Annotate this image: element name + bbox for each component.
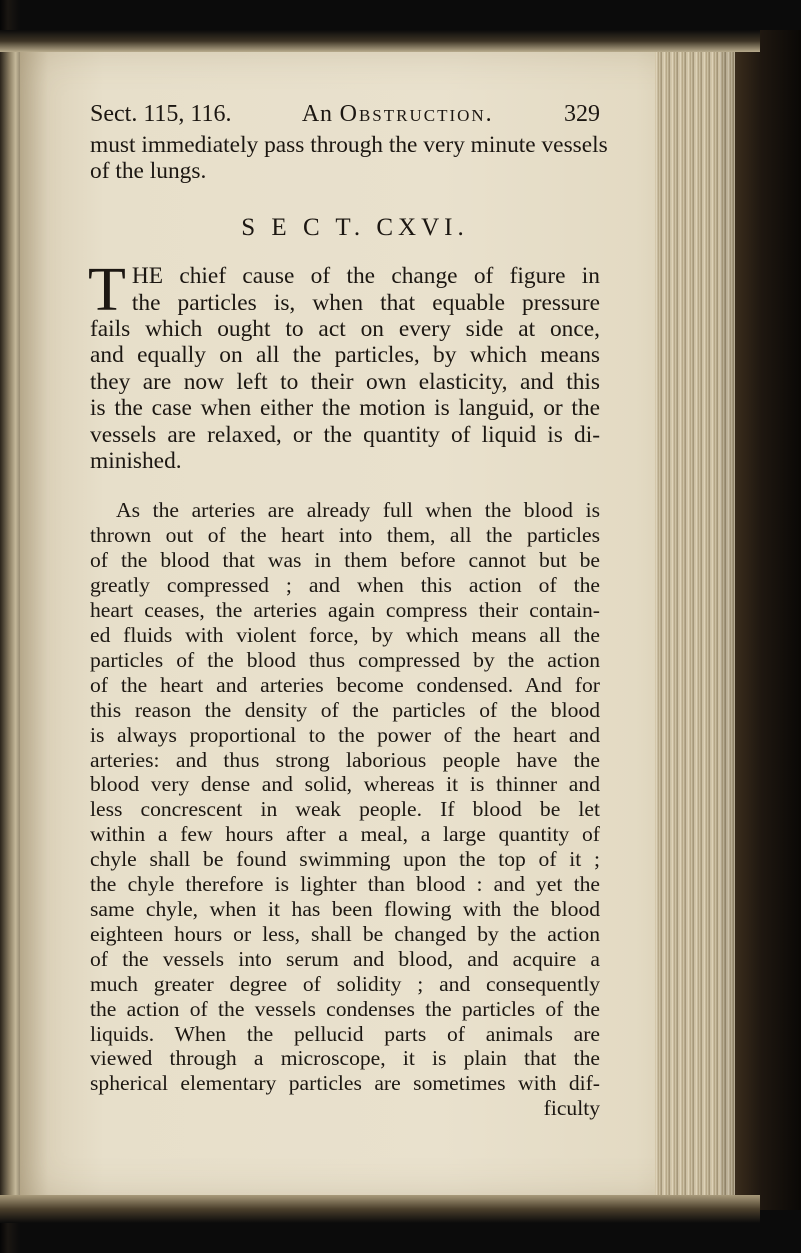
running-title-main: Obstruction.: [339, 101, 494, 127]
page-bottom-edge: [0, 1195, 760, 1223]
text-line: much greater degree of solidity ; and consequently: [90, 971, 600, 996]
text-line: less concrescent in weak people. If blood be let: [90, 797, 600, 822]
text-line: the particles is, when that equable pressure: [131, 289, 600, 316]
page-edges: [655, 40, 745, 1205]
text-line: greatly compressed ; and when this action of the: [90, 573, 600, 598]
text-line: fails which ought to act on every side at once,: [90, 316, 600, 343]
page-number: 329: [564, 101, 600, 127]
section-heading: S E C T. CXVI.: [241, 213, 469, 241]
running-header: [90, 100, 600, 128]
text-line: As the arteries are already full when the blood is: [116, 498, 600, 523]
text-line: chyle shall be found swimming upon the top of it ;: [90, 847, 600, 872]
text-line: blood very dense and solid, whereas it is thinner and: [90, 772, 600, 797]
drop-cap: T: [88, 256, 126, 325]
paragraph-1: [88, 256, 600, 475]
paragraph-2: [90, 498, 600, 1121]
running-title-prefix: An: [301, 101, 333, 127]
text-line: the chyle therefore is lighter than blood : and yet the: [90, 872, 600, 897]
text-line: of the vessels into serum and blood, and acquire a: [90, 946, 600, 971]
text-line: eighteen hours or less, shall be changed by the action: [90, 921, 600, 946]
text-line: of the lungs.: [90, 158, 207, 185]
page-text: [88, 100, 608, 1121]
text-line: minished.: [90, 448, 182, 475]
page-top-edge: [0, 30, 760, 52]
text-line: vessels are relaxed, or the quantity of liquid is di-: [90, 421, 600, 448]
text-line: is the case when either the motion is languid, or the: [90, 395, 600, 422]
text-line: within a few hours after a meal, a large quantity of: [90, 822, 600, 847]
running-title: [302, 100, 494, 128]
text-line: thrown out of the heart into them, all the particles: [90, 523, 600, 548]
text-line: HE chief cause of the change of figure in: [131, 263, 600, 290]
catchword: ficulty: [543, 1096, 600, 1121]
book-cover-right: [735, 30, 801, 1210]
text-line: must immediately pass through the very minute vessels: [90, 132, 608, 158]
text-line: and equally on all the particles, by which means: [90, 342, 600, 369]
continuation-text: [90, 132, 608, 185]
text-line: particles of the blood thus compressed by the action: [90, 647, 600, 672]
section-reference: Sect. 115, 116.: [90, 101, 232, 127]
text-line: liquids. When the pellucid parts of animals are: [90, 1021, 600, 1046]
text-line: ed fluids with violent force, by which means all the: [90, 623, 600, 647]
text-line: they are now left to their own elasticity, and this: [90, 368, 600, 395]
text-line: of the heart and arteries become condensed. And for: [90, 672, 600, 697]
text-line: this reason the density of the particles of the blood: [90, 697, 600, 722]
text-line: heart ceases, the arteries again compress their contain-: [90, 598, 600, 623]
text-line: arteries: and thus strong laborious people have the: [90, 747, 600, 772]
text-line: viewed through a microscope, it is plain that the: [90, 1046, 600, 1071]
text-line: of the blood that was in them before cannot but be: [90, 548, 600, 573]
text-line: is always proportional to the power of the heart and: [90, 722, 600, 747]
text-line: same chyle, when it has been flowing with the blood: [90, 896, 600, 921]
text-line: spherical elementary particles are sometimes with dif-: [90, 1071, 600, 1096]
text-line: the action of the vessels condenses the particles of the: [90, 996, 600, 1021]
